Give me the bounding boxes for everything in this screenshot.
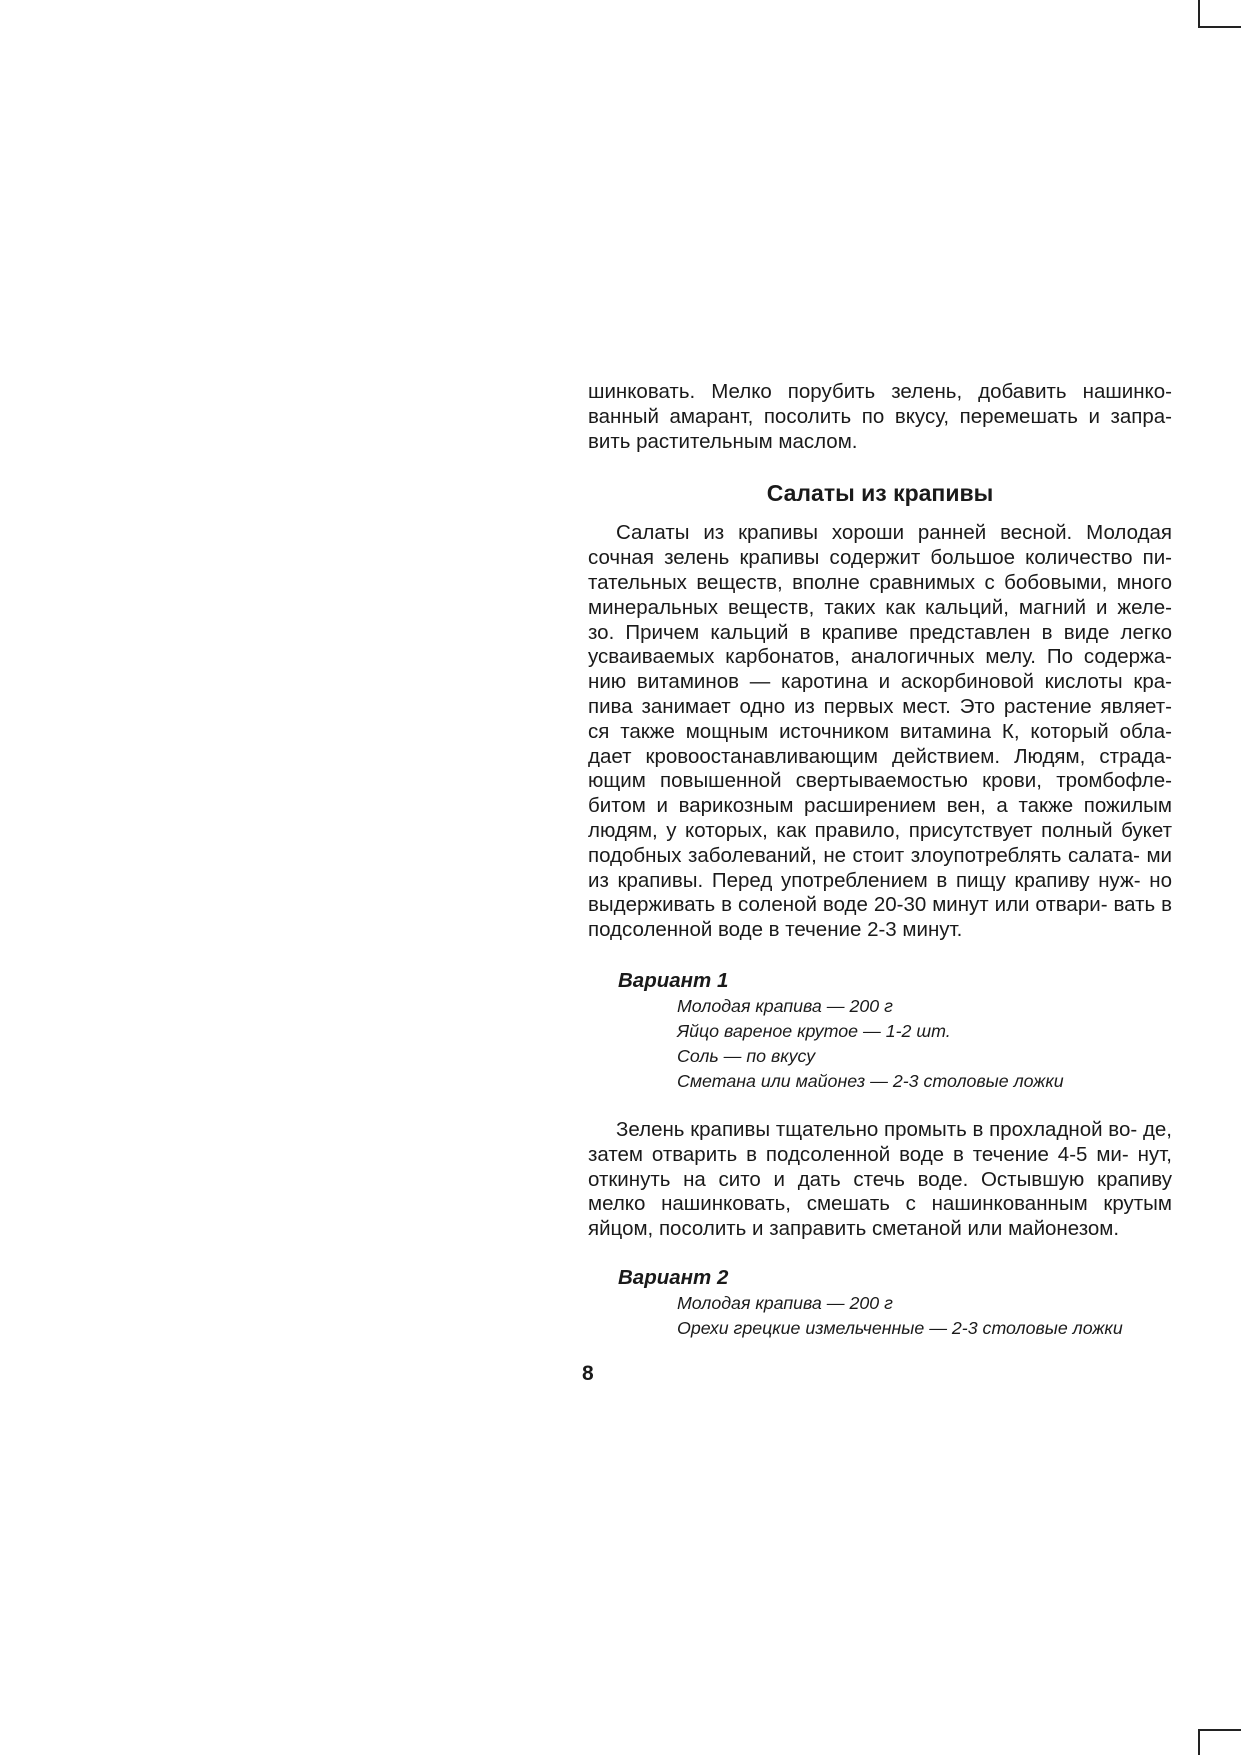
main-line: пива занимает одно из первых мест. Это растение являет-: [588, 694, 1172, 718]
ingredient-item: Орехи грецкие измельченные — 2-3 столовые ложки: [677, 1317, 1123, 1338]
ingredient-item: Молодая крапива — 200 г: [677, 1292, 893, 1313]
main-line: усваиваемых карбонатов, аналогичных мелу. По содержа-: [588, 645, 1172, 669]
variant-2-ingredients: [588, 1291, 1172, 1341]
method-line: мелко нашинковать, смешать с нашинкованным крутым: [588, 1192, 1172, 1216]
ingredient-item: Молодая крапива — 200 г: [677, 995, 893, 1016]
method-line: де, затем отварить в подсоленной воде в течение 4-5 ми-: [588, 1117, 1172, 1166]
ingredient-item: Соль — по вкусу: [677, 1045, 816, 1066]
section-heading-wrap: [588, 478, 1172, 508]
main-line: людям, у которых, как правило, присутствует полный букет: [588, 818, 1172, 842]
main-line: дает кровоостанавливающим действием. Людям, страда-: [588, 744, 1172, 768]
main-line: тательных веществ, вполне сравнимых с бобовыми, много: [588, 570, 1172, 594]
variant-1-ingredients: [588, 994, 1172, 1094]
variant-1-recipe: [588, 968, 1172, 1094]
main-line: но выдерживать в соленой воде 20-30 минут или отвари-: [588, 868, 1172, 917]
intro-line: ванный амарант, посолить по вкусу, перемешать и запра-: [588, 404, 1172, 428]
main-line: Салаты из крапивы хороши ранней весной. Молодая: [616, 521, 1172, 545]
crop-mark-top-vertical: [1198, 0, 1200, 26]
ingredient-item: Сметана или майонез — 2-3 столовые ложки: [677, 1070, 1064, 1091]
main-paragraph: [588, 521, 1172, 943]
main-line: вать в подсоленной воде в течение 2-3 минут.: [588, 893, 1172, 942]
main-line: битом и варикозным расширением вен, а также пожилым: [588, 794, 1172, 818]
main-line: нию витаминов — каротина и аскорбиновой кислоты кра-: [588, 670, 1172, 694]
variant-1-method: [588, 1118, 1172, 1242]
main-line: зо. Причем кальций в крапиве представлен в виде легко: [588, 620, 1172, 644]
intro-paragraph: [588, 380, 1172, 454]
ingredient-item: Яйцо вареное крутое — 1-2 шт.: [677, 1020, 951, 1041]
method-line: Зелень крапивы тщательно промыть в прохладной во-: [616, 1117, 1138, 1141]
crop-mark-top-horizontal: [1198, 26, 1241, 28]
page-number: 8: [582, 1362, 594, 1385]
main-line: минеральных веществ, таких как кальций, магний и желе-: [588, 595, 1172, 619]
main-line: ющим повышенной свертываемостью крови, тромбофле-: [588, 769, 1172, 793]
variant-2-recipe: [588, 1265, 1172, 1341]
variant-1-title: Вариант 1: [618, 968, 729, 992]
intro-line: шинковать. Мелко порубить зелень, добавить нашинко-: [588, 380, 1172, 403]
crop-mark-bottom-horizontal: [1198, 1729, 1241, 1731]
main-line: ми из крапивы. Перед употреблением в пищу крапиву нуж-: [588, 843, 1172, 892]
crop-mark-bottom-vertical: [1198, 1729, 1200, 1755]
method-line: яйцом, посолить и заправить сметаной или майонезом.: [588, 1217, 1120, 1241]
main-line: ся также мощным источником витамина К, который обла-: [588, 719, 1172, 743]
method-line: нут, откинуть на сито и дать стечь воде. Остывшую крапиву: [588, 1142, 1172, 1191]
text-column: [588, 380, 1172, 1341]
main-line: подобных заболеваний, не стоит злоупотреблять салата-: [588, 843, 1140, 867]
variant-2-title: Вариант 2: [618, 1265, 729, 1289]
section-title: Салаты из крапивы: [766, 480, 994, 507]
main-line: сочная зелень крапивы содержит большое количество пи-: [588, 546, 1172, 570]
intro-line: вить растительным маслом.: [588, 429, 858, 453]
